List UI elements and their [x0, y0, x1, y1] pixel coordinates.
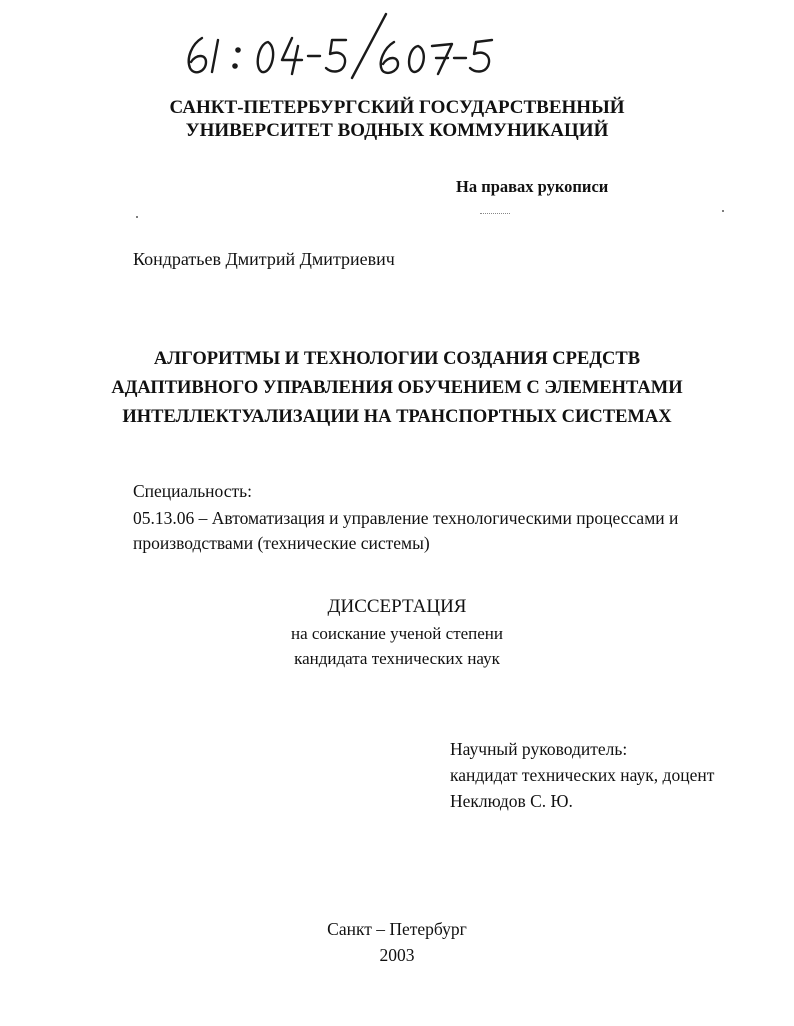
- university-line-2: УНИВЕРСИТЕТ ВОДНЫХ КОММУНИКАЦИЙ: [185, 120, 609, 141]
- title-line-2: АДАПТИВНОГО УПРАВЛЕНИЯ ОБУЧЕНИЕМ С ЭЛЕМЕНТАМИ: [111, 378, 683, 398]
- rights-note: На правах рукописи: [456, 177, 609, 196]
- supervisor-label: Научный руководитель:: [450, 739, 628, 759]
- supervisor-block: [450, 736, 714, 814]
- handwritten-archive-code: [180, 10, 510, 80]
- university-line-1: САНКТ-ПЕТЕРБУРГСКИЙ ГОСУДАРСТВЕННЫЙ: [169, 97, 625, 118]
- specialty-line-2: производствами (технические системы): [133, 533, 430, 553]
- dissertation-degree: [0, 621, 794, 671]
- city: Санкт – Петербург: [327, 919, 467, 939]
- specialty-label: Специальность:: [133, 481, 252, 501]
- scan-artifact-line: [480, 213, 510, 214]
- author-name: Кондратьев Дмитрий Дмитриевич: [133, 249, 395, 269]
- degree-line-1: на соискание ученой степени: [290, 624, 504, 643]
- title-line-3: ИНТЕЛЛЕКТУАЛИЗАЦИИ НА ТРАНСПОРТНЫХ СИСТЕМАХ: [122, 407, 672, 427]
- supervisor-degree: кандидат технических наук, доцент: [450, 765, 715, 785]
- place-and-year: [0, 916, 794, 968]
- year: 2003: [379, 945, 415, 965]
- specialty-description: [133, 506, 733, 556]
- degree-line-2: кандидата технических наук: [294, 649, 500, 668]
- title-line-1: АЛГОРИТМЫ И ТЕХНОЛОГИИ СОЗДАНИЯ СРЕДСТВ: [153, 349, 641, 369]
- scan-speck: [722, 210, 724, 212]
- supervisor-name: Неклюдов С. Ю.: [450, 791, 573, 811]
- specialty-line-1: 05.13.06 – Автоматизация и управление технологическими процессами и: [133, 508, 679, 528]
- university-name: [0, 96, 794, 142]
- scan-speck: [136, 216, 138, 218]
- dissertation-title: [0, 345, 794, 432]
- dissertation-heading: ДИССЕРТАЦИЯ: [327, 596, 467, 617]
